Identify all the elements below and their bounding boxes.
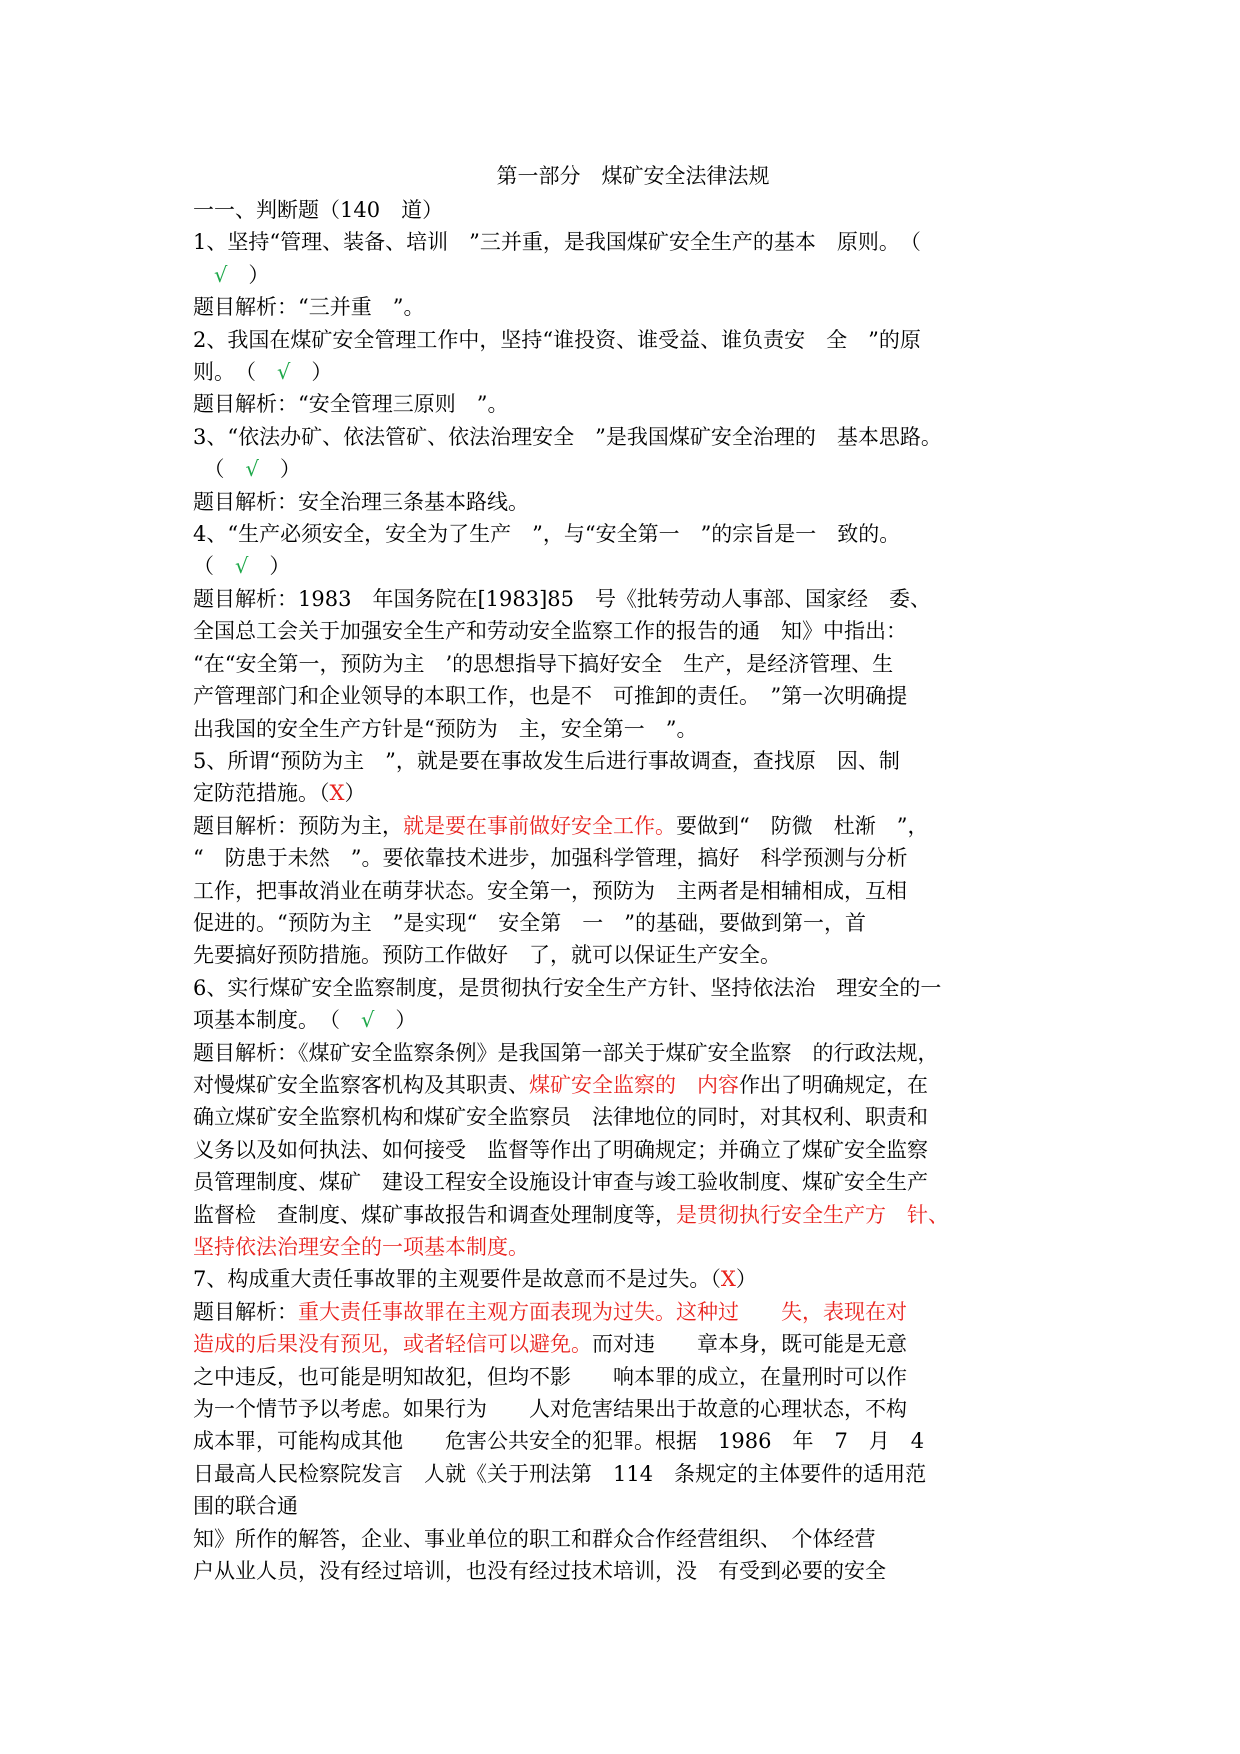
- text-line: [193, 388, 1073, 420]
- text-segment: “ 防患于未然 ”。要依靠技术进步，加强科学管理，搞好 科学预测与分析: [193, 846, 908, 871]
- text-segment: 产管理部门和企业领导的本职工作，也是不 可推卸的责任。 ”第一次明确提: [193, 684, 908, 709]
- text-segment: 6、实行煤矿安全监察制度，是贯彻执行安全生产方针、坚持依法治 理安全的一: [193, 975, 942, 1000]
- highlighted-text: 就是要在事前做好安全工作。: [403, 813, 676, 838]
- text-segment: ）: [344, 781, 366, 806]
- text-segment: 成本罪，可能构成其他 危害公共安全的犯罪。根据 1986 年 7 月 4: [193, 1429, 925, 1454]
- text-line: [193, 1490, 1073, 1522]
- text-segment: ）: [258, 457, 301, 482]
- text-line: [193, 680, 1073, 712]
- text-segment: 作出了明确规定，在: [739, 1072, 928, 1097]
- text-line: [193, 1069, 1073, 1101]
- text-line: [193, 486, 1073, 518]
- text-segment: ）: [227, 262, 270, 287]
- text-line: [193, 1199, 1073, 1231]
- text-segment: 一一、判断题（140 道）: [193, 198, 444, 222]
- text-segment: 题目解析：1983 年国务院在[1983]85 号《批转劳动人事部、国家经 委、: [193, 586, 931, 611]
- text-segment: 之中违反，也可能是明知故犯，但均不影 响本罪的成立，在量刑时可以作: [193, 1364, 907, 1389]
- text-segment: 义务以及如何执法、如何接受 监督等作出了明确规定；并确立了煤矿安全监察: [193, 1137, 928, 1162]
- text-line: [193, 1296, 1073, 1328]
- text-line: [193, 356, 1073, 388]
- text-line: [193, 291, 1073, 323]
- check-mark: √: [214, 262, 228, 287]
- text-line: [193, 324, 1073, 356]
- highlighted-text: 煤矿安全监察的 内容: [529, 1072, 739, 1097]
- text-segment: 户从业人员，没有经过培训，也没有经过技术培训，没 有受到必要的安全: [193, 1559, 886, 1584]
- text-line: [193, 875, 1073, 907]
- page-title: 第一部分 煤矿安全法律法规: [496, 164, 770, 188]
- text-line: [193, 1458, 1073, 1490]
- text-line: [193, 453, 1073, 485]
- text-segment: 员管理制度、煤矿 建设工程安全设施设计审查与竣工验收制度、煤矿安全生产: [193, 1170, 928, 1195]
- text-line: [193, 1361, 1073, 1393]
- text-segment: ）: [290, 360, 333, 385]
- text-segment: 要做到“ 防微 杜渐 ”，: [676, 813, 929, 838]
- text-segment: 题目解析：: [193, 1299, 298, 1324]
- text-line: [193, 1523, 1073, 1555]
- text-line: [193, 259, 1073, 291]
- text-segment: 监督检 查制度、煤矿事故报告和调查处理制度等，: [193, 1202, 676, 1227]
- highlighted-text: 坚持依法治理安全的一项基本制度。: [193, 1235, 529, 1259]
- text-segment: 先要搞好预防措施。预防工作做好 了，就可以保证生产安全。: [193, 943, 781, 968]
- text-segment: ）: [248, 554, 291, 579]
- text-line: [193, 583, 1073, 615]
- text-segment: 确立煤矿安全监察机构和煤矿安全监察员 法律地位的同时，对其权利、职责和: [193, 1105, 928, 1130]
- text-line: [193, 1004, 1073, 1036]
- text-segment: 出我国的安全生产方针是“预防为 主，安全第一 ”。: [193, 716, 698, 741]
- text-line: [193, 939, 1073, 971]
- text-line: [193, 194, 1073, 226]
- text-segment: 项基本制度。 （: [193, 1008, 361, 1033]
- text-segment: [193, 263, 214, 287]
- text-segment: 对慢煤矿安全监察客机构及其职责、: [193, 1072, 529, 1097]
- text-line: [193, 1393, 1073, 1425]
- text-segment: 而对违 章本身，既可能是无意: [592, 1332, 907, 1357]
- text-segment: （: [193, 457, 246, 482]
- text-line: [193, 810, 1073, 842]
- text-line: [193, 972, 1073, 1004]
- highlighted-text: 重大责任事故罪在主观方面表现为过失。这种过 失，表现在对: [298, 1299, 907, 1324]
- text-line: [193, 615, 1073, 647]
- check-mark: √: [235, 554, 249, 579]
- text-line: [193, 1101, 1073, 1133]
- check-mark: √: [277, 360, 291, 385]
- text-segment: 定防范措施。（: [193, 781, 330, 806]
- text-segment: 题目解析：预防为主，: [193, 813, 403, 838]
- text-segment: 题目解析：“三并重 ”。: [193, 295, 425, 320]
- text-segment: 7、构成重大责任事故罪的主观要件是故意而不是过失。（: [193, 1267, 721, 1292]
- highlighted-text: X: [329, 781, 345, 806]
- text-line: [193, 1037, 1073, 1069]
- document-body: [193, 160, 1073, 1587]
- text-line: [193, 1328, 1073, 1360]
- text-lines: [193, 194, 1073, 1587]
- text-segment: 围的联合通: [193, 1494, 298, 1519]
- text-line: [193, 648, 1073, 680]
- highlighted-text: 是贯彻执行安全生产方 针、: [676, 1202, 949, 1227]
- text-line: [193, 745, 1073, 777]
- text-line: [193, 777, 1073, 809]
- text-segment: “在“安全第一，预防为主 ’的思想指导下搞好安全 生产，是经济管理、生: [193, 651, 894, 676]
- text-segment: 促进的。“预防为主 ”是实现“ 安全第 一 ”的基础，要做到第一，首: [193, 910, 866, 935]
- text-line: [193, 842, 1073, 874]
- text-line: [193, 713, 1073, 745]
- text-segment: 5、所谓“预防为主 ”，就是要在事故发生后进行事故调查，查找原 因、制: [193, 748, 900, 773]
- text-segment: ）: [374, 1008, 417, 1033]
- text-line: [193, 226, 1073, 258]
- text-line: [193, 1231, 1073, 1263]
- text-segment: 知》所作的解答，企业、事业单位的职工和群众合作经营组织、 个体经营: [193, 1526, 876, 1551]
- text-segment: 3、“依法办矿、依法管矿、依法治理安全 ”是我国煤矿安全治理的 基本思路。: [193, 424, 942, 449]
- highlighted-text: X: [720, 1267, 736, 1292]
- text-segment: 全国总工会关于加强安全生产和劳动安全监察工作的报告的通 知》中指出：: [193, 619, 907, 644]
- text-segment: 工作，把事故消业在萌芽状态。安全第一，预防为 主两者是相辅相成，互相: [193, 878, 907, 903]
- text-line: [193, 1263, 1073, 1295]
- text-segment: ）: [735, 1267, 757, 1292]
- text-line: [193, 1166, 1073, 1198]
- text-segment: 2、我国在煤矿安全管理工作中，坚持“谁投资、谁受益、谁负责安 全 ”的原: [193, 327, 921, 352]
- text-line: [193, 518, 1073, 550]
- text-segment: 4、“生产必须安全，安全为了生产 ”，与“安全第一 ”的宗旨是一 致的。: [193, 522, 901, 547]
- text-segment: 题目解析：“安全管理三原则 ”。: [193, 392, 509, 417]
- text-segment: 日最高人民检察院发言 人就《关于刑法第 114 条规定的主体要件的适用范: [193, 1461, 927, 1486]
- text-line: [193, 1555, 1073, 1587]
- text-line: [193, 550, 1073, 582]
- text-line: [193, 1425, 1073, 1457]
- highlighted-text: 造成的后果没有预见，或者轻信可以避免。: [193, 1332, 592, 1357]
- text-segment: 则。 （: [193, 360, 277, 385]
- text-line: [193, 421, 1073, 453]
- text-segment: （: [193, 554, 235, 579]
- check-mark: √: [245, 457, 259, 482]
- text-line: [193, 1134, 1073, 1166]
- text-segment: 为一个情节予以考虑。如果行为 人对危害结果出于故意的心理状态，不构: [193, 1397, 907, 1422]
- text-segment: 题目解析：《煤矿安全监察条例》是我国第一部关于煤矿安全监察 的行政法规，: [193, 1040, 939, 1065]
- check-mark: √: [361, 1008, 375, 1033]
- text-segment: 1、坚持“管理、装备、培训 ”三并重，是我国煤矿安全生产的基本 原则。 （: [193, 230, 921, 255]
- text-line: [193, 907, 1073, 939]
- text-segment: 题目解析：安全治理三条基本路线。: [193, 489, 529, 514]
